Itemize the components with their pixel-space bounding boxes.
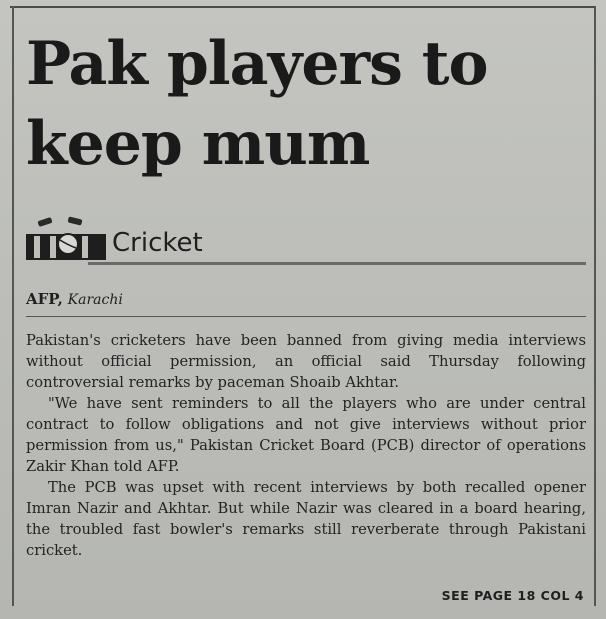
byline-rule — [26, 316, 586, 317]
section-rule — [88, 262, 586, 265]
byline-agency: AFP, — [26, 290, 63, 308]
frame-top-border — [10, 6, 596, 8]
frame-right-border — [594, 6, 596, 606]
section-tag — [24, 214, 224, 264]
cricket-logo-icon — [24, 214, 108, 262]
paragraph-2: "We have sent reminders to all the players who are under central contract to follow obligations and not give interviews without prior permission from us," Pakistan Cricket Board (PCB) director of operations Zakir Khan told AFP. — [26, 395, 586, 475]
byline — [26, 290, 123, 308]
continuation-note: SEE PAGE 18 COL 4 — [441, 588, 584, 603]
headline-line-2: keep mum — [26, 109, 370, 179]
byline-place: Karachi — [67, 292, 123, 308]
headline — [26, 24, 586, 184]
paragraph-3: The PCB was upset with recent interviews by both recalled opener Imran Nazir and Akhtar. But while Nazir was cleared in a board hearing, the troubled fast bowler's remarks still reverberate through Pakistani cricket. — [26, 479, 586, 559]
paragraph-1: Pakistan's cricketers have been banned from giving media interviews without official permission, an official said Thursday following controversial remarks by paceman Shoaib Akhtar. — [26, 332, 586, 391]
headline-line-1: Pak players to — [26, 29, 488, 99]
section-label: Cricket — [112, 228, 203, 258]
article-body — [26, 330, 586, 561]
frame-left-border — [12, 6, 14, 606]
